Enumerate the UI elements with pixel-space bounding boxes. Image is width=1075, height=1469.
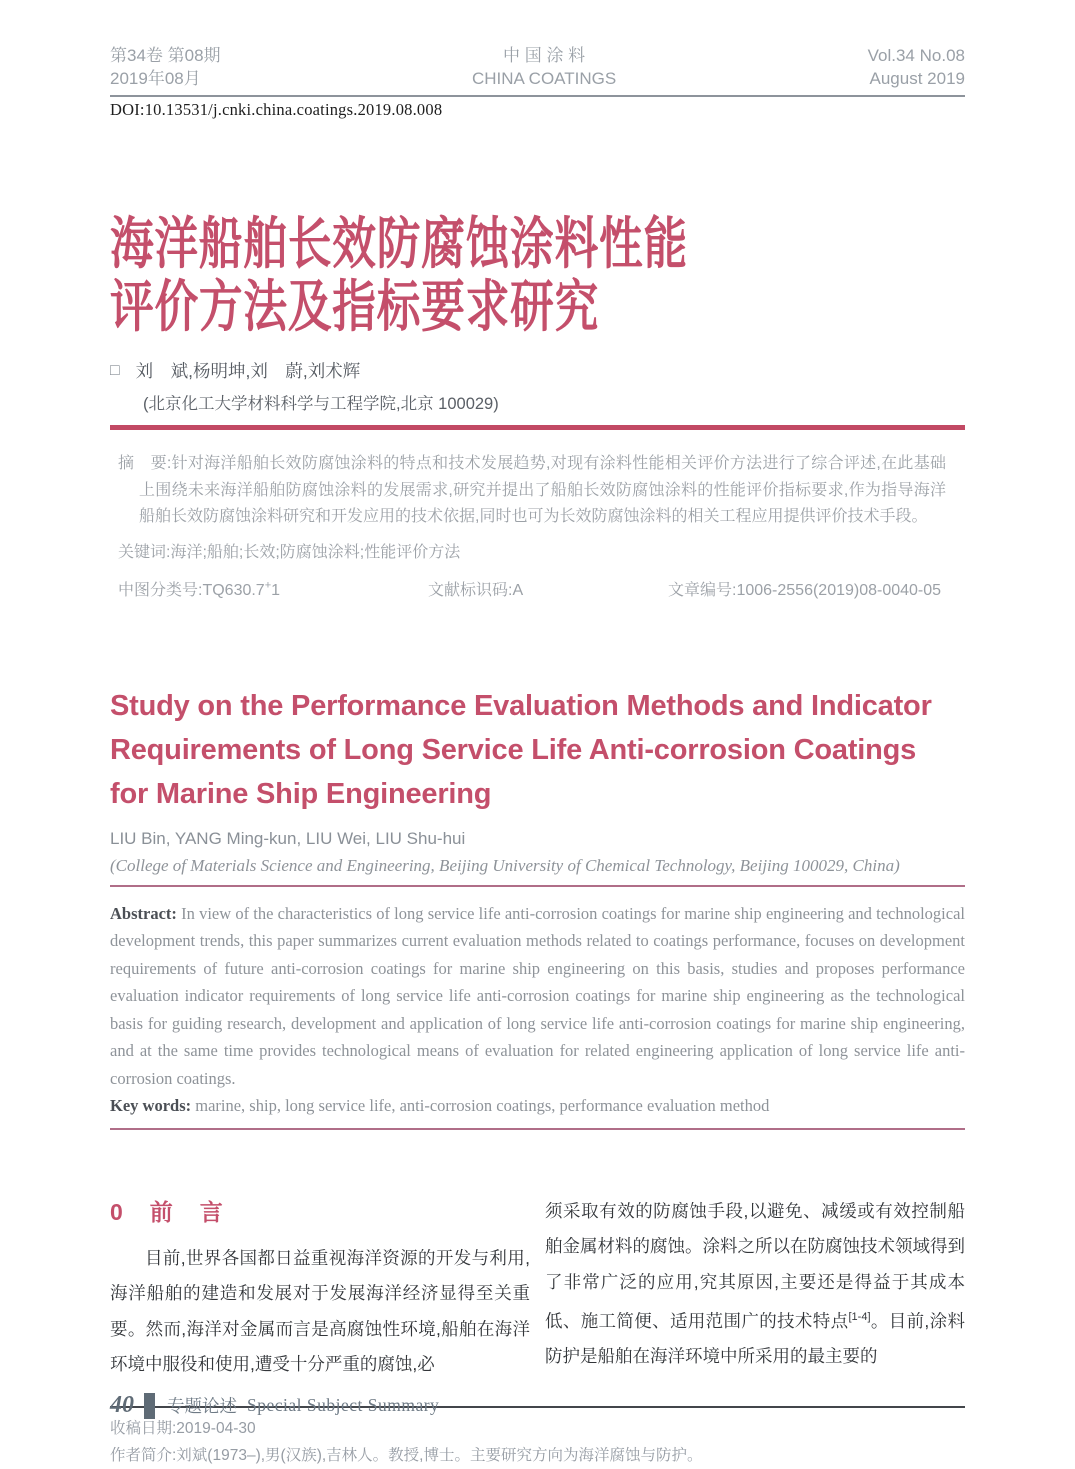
keywords-cn-text: 海洋;船舶;长效;防腐蚀涂料;性能评价方法 bbox=[170, 543, 461, 561]
body-right-text-pre: 须采取有效的防腐蚀手段,以避免、减缓或有效控制船舶金属材料的腐蚀。涂料之所以在防腐蚀技术领域得到了非常广泛的应用,究其原因,主要还是得益于其成本低、施工简便、适用范围广的技术特点 bbox=[545, 1200, 965, 1331]
keywords-en-label: Key words: bbox=[110, 1096, 192, 1115]
keywords-en bbox=[110, 1092, 965, 1120]
abstract-en-text: In view of the characteristics of long service life anti-corrosion coatings for marine ship engineering and technological development trends, this paper summarizes current evaluation methods related to coatings performance, focuses on development requirements of future anti-corrosion coatings for marine ship engineering on this basis, studies and proposes performance evaluation indicator requirements of long service life anti-corrosion coatings for marine ship engineering as the technological basis for guiding research, development and application of long service life anti-corrosion coatings for marine ship engineering, and at the same time provides technological means of evaluation for related engineering application of long service life anti-corrosion coatings. bbox=[110, 903, 965, 1088]
section-heading: 0 前 言 bbox=[110, 1198, 225, 1225]
footer-section-cn: 专题论述 bbox=[167, 1396, 237, 1416]
paper-title-en-line2: Requirements of Long Service Life Anti-corrosion Coatings bbox=[110, 733, 917, 766]
clc-superscript: + bbox=[264, 579, 272, 592]
journal-name-cn: 中 国 涂 料 bbox=[503, 46, 586, 65]
affiliation-en: (College of Materials Science and Engineering, Beijing University of Chemical Technology, Beijing 100029, China) bbox=[110, 855, 900, 875]
body-paragraph-left: 目前,世界各国都日益重视海洋资源的开发与利用,海洋船舶的建造和发展对于发展海洋经济显得至关重要。然而,海洋对金属而言是高腐蚀性环境,船舶在海洋环境中服役和使用,遭受十分严重的腐蚀,必 bbox=[110, 1247, 530, 1374]
body-paragraph-right bbox=[545, 1194, 965, 1375]
paper-title-en-line3: for Marine Ship Engineering bbox=[110, 777, 492, 810]
volume-issue-en: Vol.34 No.08 bbox=[867, 46, 965, 65]
paper-title-cn-line2: 评价方法及指标要求研究 bbox=[110, 275, 600, 338]
paper-title-en-line1: Study on the Performance Evaluation Methods and Indicator bbox=[110, 689, 932, 722]
clc-prefix: 中图分类号:TQ630.7 bbox=[118, 581, 265, 599]
keywords-cn-label: 关键词: bbox=[118, 543, 171, 561]
footer-section-en: Special Subject Summary bbox=[247, 1395, 440, 1415]
body-column-right bbox=[545, 1194, 965, 1383]
keywords-cn bbox=[118, 539, 965, 562]
document-code: 文献标识码:A bbox=[428, 581, 524, 599]
journal-name-en: CHINA COATINGS bbox=[471, 69, 617, 88]
affiliation-cn: (北京化工大学材料科学与工程学院,北京 100029) bbox=[143, 395, 499, 413]
date-cn: 2019年08月 bbox=[110, 69, 201, 88]
doi-text: DOI:10.13531/j.cnki.china.coatings.2019.08.008 bbox=[110, 100, 443, 119]
clc-suffix: 1 bbox=[271, 581, 281, 599]
author-bio-note: 作者简介:刘斌(1973–),男(汉族),吉林人。教授,博士。主要研究方向为海洋腐蚀与防护。 bbox=[110, 1446, 703, 1464]
english-block-divider-bottom bbox=[110, 1128, 965, 1130]
abstract-en bbox=[110, 900, 965, 1093]
classification-row bbox=[118, 577, 965, 600]
paper-title-cn bbox=[110, 212, 777, 338]
header-volume-block bbox=[868, 44, 965, 90]
header-divider bbox=[110, 95, 965, 97]
authors-cn-names: 刘 斌,杨明坤,刘 蔚,刘术辉 bbox=[135, 361, 361, 381]
header-issue-block bbox=[110, 44, 221, 90]
volume-issue-cn: 第34卷 第08期 bbox=[110, 46, 221, 65]
body-column-left bbox=[110, 1194, 530, 1383]
header-journal-block bbox=[472, 44, 616, 90]
received-date-note: 收稿日期:2019-04-30 bbox=[110, 1419, 256, 1437]
footer-bar-icon bbox=[144, 1393, 155, 1419]
paper-title-cn-line1: 海洋船舶长效防腐蚀涂料性能 bbox=[110, 212, 688, 275]
body-right-text-post: 。目前,涂料防护是船舶在海洋环境中所采用的最主要的 bbox=[545, 1310, 965, 1367]
author-square-icon: □ bbox=[110, 361, 120, 379]
article-number: 文章编号:1006-2556(2019)08-0040-05 bbox=[668, 581, 942, 599]
authors-en: LIU Bin, YANG Ming-kun, LIU Wei, LIU Shu-hui bbox=[110, 828, 466, 848]
journal-header bbox=[110, 44, 965, 90]
english-block-divider-top bbox=[110, 885, 965, 887]
authors-cn-row bbox=[110, 358, 965, 383]
citation-marker: [1-4] bbox=[848, 1311, 871, 1323]
page-footer bbox=[110, 1392, 439, 1419]
abstract-en-label: Abstract: bbox=[110, 903, 177, 923]
keywords-en-text: marine, ship, long service life, anti-corrosion coatings, performance evaluation method bbox=[191, 1096, 770, 1115]
page-number: 40 bbox=[110, 1392, 134, 1418]
abstract-cn bbox=[118, 451, 946, 531]
title-block-divider bbox=[110, 425, 965, 430]
paper-title-en bbox=[110, 684, 965, 816]
body-columns bbox=[110, 1194, 965, 1383]
abstract-cn-label: 摘 要: bbox=[118, 455, 172, 472]
abstract-cn-text: 针对海洋船舶长效防腐蚀涂料的特点和技术发展趋势,对现有涂料性能相关评价方法进行了综合评述,在此基础上围绕未来海洋船舶防腐蚀涂料的发展需求,研究并提出了船舶长效防腐蚀涂料的性能评价指标要求,作为指导海洋船舶长效防腐蚀涂料研究和开发应用的技术依据,同时也可为长效防腐蚀涂料的相关工程应用提供评价技术手段。 bbox=[139, 455, 946, 525]
date-en: August 2019 bbox=[869, 69, 965, 88]
clc-number bbox=[118, 577, 428, 600]
